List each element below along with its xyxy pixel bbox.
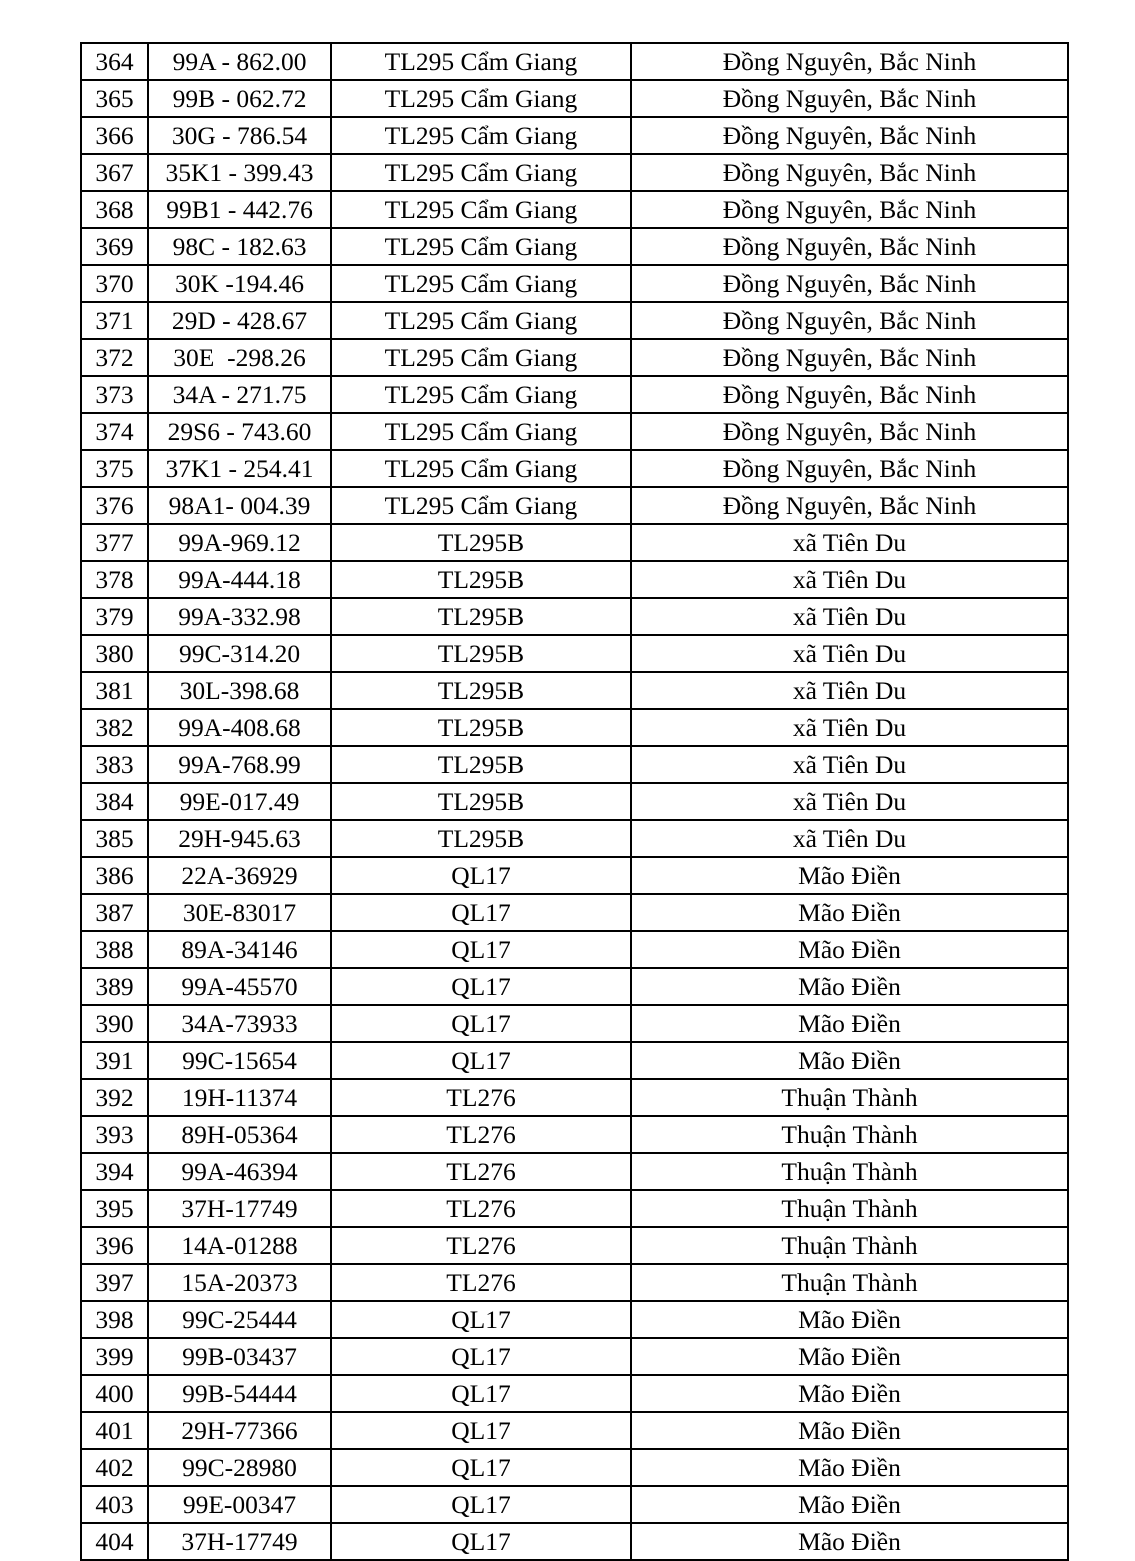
cell-location: Mão Điền	[631, 1412, 1068, 1449]
cell-index: 372	[81, 339, 148, 376]
cell-license-plate: 34A-73933	[148, 1005, 331, 1042]
table-row	[81, 376, 1068, 413]
cell-location: Thuận Thành	[631, 1264, 1068, 1301]
cell-license-plate: 19H-11374	[148, 1079, 331, 1116]
cell-license-plate: 99A-969.12	[148, 524, 331, 561]
cell-index: 388	[81, 931, 148, 968]
cell-index: 368	[81, 191, 148, 228]
cell-location: Đồng Nguyên, Bắc Ninh	[631, 450, 1068, 487]
table-row	[81, 1153, 1068, 1190]
table-row	[81, 524, 1068, 561]
cell-location: Đồng Nguyên, Bắc Ninh	[631, 117, 1068, 154]
cell-road: TL295 Cẩm Giang	[331, 43, 631, 80]
cell-license-plate: 99B-54444	[148, 1375, 331, 1412]
cell-license-plate: 34A - 271.75	[148, 376, 331, 413]
cell-index: 394	[81, 1153, 148, 1190]
cell-index: 393	[81, 1116, 148, 1153]
table-row	[81, 1523, 1068, 1560]
cell-road: QL17	[331, 1042, 631, 1079]
cell-road: QL17	[331, 931, 631, 968]
cell-road: TL295 Cẩm Giang	[331, 302, 631, 339]
table-row	[81, 1227, 1068, 1264]
cell-index: 383	[81, 746, 148, 783]
cell-index: 379	[81, 598, 148, 635]
cell-license-plate: 99A-332.98	[148, 598, 331, 635]
table-row	[81, 1005, 1068, 1042]
cell-index: 391	[81, 1042, 148, 1079]
cell-license-plate: 99E-00347	[148, 1486, 331, 1523]
cell-road: TL295B	[331, 524, 631, 561]
cell-location: Đồng Nguyên, Bắc Ninh	[631, 265, 1068, 302]
table-row	[81, 1042, 1068, 1079]
cell-road: QL17	[331, 894, 631, 931]
table-row	[81, 561, 1068, 598]
cell-license-plate: 37H-17749	[148, 1190, 331, 1227]
table-row	[81, 783, 1068, 820]
cell-road: TL276	[331, 1079, 631, 1116]
cell-road: TL295 Cẩm Giang	[331, 265, 631, 302]
cell-license-plate: 30G - 786.54	[148, 117, 331, 154]
table-row	[81, 191, 1068, 228]
cell-road: TL295 Cẩm Giang	[331, 117, 631, 154]
cell-index: 364	[81, 43, 148, 80]
cell-license-plate: 99C-25444	[148, 1301, 331, 1338]
table-row	[81, 1116, 1068, 1153]
cell-road: TL295B	[331, 783, 631, 820]
cell-road: QL17	[331, 1523, 631, 1560]
cell-license-plate: 37H-17749	[148, 1523, 331, 1560]
cell-location: Đồng Nguyên, Bắc Ninh	[631, 339, 1068, 376]
cell-index: 384	[81, 783, 148, 820]
table-row	[81, 857, 1068, 894]
cell-location: xã Tiên Du	[631, 820, 1068, 857]
cell-road: TL276	[331, 1153, 631, 1190]
cell-index: 376	[81, 487, 148, 524]
table-row	[81, 1338, 1068, 1375]
cell-road: TL295 Cẩm Giang	[331, 487, 631, 524]
cell-location: Đồng Nguyên, Bắc Ninh	[631, 413, 1068, 450]
cell-road: TL295B	[331, 635, 631, 672]
cell-index: 387	[81, 894, 148, 931]
cell-location: Thuận Thành	[631, 1153, 1068, 1190]
table-row	[81, 1079, 1068, 1116]
cell-index: 400	[81, 1375, 148, 1412]
cell-index: 395	[81, 1190, 148, 1227]
cell-location: Mão Điền	[631, 1375, 1068, 1412]
cell-road: TL295B	[331, 709, 631, 746]
table-row	[81, 1449, 1068, 1486]
cell-license-plate: 99C-15654	[148, 1042, 331, 1079]
cell-road: QL17	[331, 857, 631, 894]
cell-road: QL17	[331, 1449, 631, 1486]
cell-road: TL295 Cẩm Giang	[331, 376, 631, 413]
cell-road: QL17	[331, 1301, 631, 1338]
cell-license-plate: 99C-28980	[148, 1449, 331, 1486]
table-row	[81, 1412, 1068, 1449]
cell-location: Đồng Nguyên, Bắc Ninh	[631, 43, 1068, 80]
cell-location: Thuận Thành	[631, 1190, 1068, 1227]
cell-road: TL295B	[331, 598, 631, 635]
cell-location: Mão Điền	[631, 1301, 1068, 1338]
cell-license-plate: 29S6 - 743.60	[148, 413, 331, 450]
cell-license-plate: 29D - 428.67	[148, 302, 331, 339]
cell-location: Mão Điền	[631, 1486, 1068, 1523]
cell-road: TL295 Cẩm Giang	[331, 413, 631, 450]
cell-index: 403	[81, 1486, 148, 1523]
cell-location: Đồng Nguyên, Bắc Ninh	[631, 487, 1068, 524]
cell-road: TL295 Cẩm Giang	[331, 450, 631, 487]
cell-road: QL17	[331, 1412, 631, 1449]
cell-location: Đồng Nguyên, Bắc Ninh	[631, 302, 1068, 339]
table-row	[81, 1301, 1068, 1338]
cell-index: 365	[81, 80, 148, 117]
cell-location: Đồng Nguyên, Bắc Ninh	[631, 154, 1068, 191]
cell-road: TL295 Cẩm Giang	[331, 154, 631, 191]
cell-index: 389	[81, 968, 148, 1005]
cell-road: TL295B	[331, 561, 631, 598]
cell-location: Mão Điền	[631, 1042, 1068, 1079]
table-row	[81, 413, 1068, 450]
table-row	[81, 746, 1068, 783]
cell-license-plate: 35K1 - 399.43	[148, 154, 331, 191]
cell-index: 382	[81, 709, 148, 746]
cell-license-plate: 99A-768.99	[148, 746, 331, 783]
table-row	[81, 894, 1068, 931]
cell-index: 404	[81, 1523, 148, 1560]
cell-road: QL17	[331, 1486, 631, 1523]
cell-license-plate: 14A-01288	[148, 1227, 331, 1264]
cell-license-plate: 30E-83017	[148, 894, 331, 931]
cell-location: xã Tiên Du	[631, 709, 1068, 746]
table-row	[81, 265, 1068, 302]
plate-table-body	[81, 43, 1068, 1560]
cell-road: TL295 Cẩm Giang	[331, 228, 631, 265]
cell-location: Thuận Thành	[631, 1116, 1068, 1153]
cell-location: xã Tiên Du	[631, 672, 1068, 709]
cell-location: Đồng Nguyên, Bắc Ninh	[631, 228, 1068, 265]
cell-road: TL276	[331, 1227, 631, 1264]
cell-index: 374	[81, 413, 148, 450]
cell-index: 402	[81, 1449, 148, 1486]
table-row	[81, 709, 1068, 746]
plate-table	[80, 42, 1069, 1561]
table-row	[81, 635, 1068, 672]
cell-license-plate: 99B-03437	[148, 1338, 331, 1375]
cell-index: 380	[81, 635, 148, 672]
cell-index: 369	[81, 228, 148, 265]
cell-license-plate: 89A-34146	[148, 931, 331, 968]
cell-index: 396	[81, 1227, 148, 1264]
cell-license-plate: 37K1 - 254.41	[148, 450, 331, 487]
cell-location: Đồng Nguyên, Bắc Ninh	[631, 80, 1068, 117]
cell-location: xã Tiên Du	[631, 598, 1068, 635]
cell-license-plate: 99B1 - 442.76	[148, 191, 331, 228]
cell-location: xã Tiên Du	[631, 746, 1068, 783]
cell-road: TL295 Cẩm Giang	[331, 80, 631, 117]
cell-index: 378	[81, 561, 148, 598]
cell-index: 385	[81, 820, 148, 857]
cell-location: xã Tiên Du	[631, 524, 1068, 561]
table-row	[81, 968, 1068, 1005]
cell-index: 397	[81, 1264, 148, 1301]
table-row	[81, 1375, 1068, 1412]
table-row	[81, 228, 1068, 265]
table-row	[81, 80, 1068, 117]
cell-license-plate: 30E -298.26	[148, 339, 331, 376]
cell-location: Mão Điền	[631, 1449, 1068, 1486]
cell-location: Mão Điền	[631, 857, 1068, 894]
cell-license-plate: 99A-444.18	[148, 561, 331, 598]
cell-location: Mão Điền	[631, 931, 1068, 968]
table-row	[81, 931, 1068, 968]
table-row	[81, 302, 1068, 339]
cell-location: xã Tiên Du	[631, 561, 1068, 598]
cell-license-plate: 98A1- 004.39	[148, 487, 331, 524]
cell-index: 390	[81, 1005, 148, 1042]
cell-license-plate: 98C - 182.63	[148, 228, 331, 265]
cell-location: Mão Điền	[631, 1005, 1068, 1042]
cell-road: TL295 Cẩm Giang	[331, 191, 631, 228]
cell-license-plate: 89H-05364	[148, 1116, 331, 1153]
table-row	[81, 117, 1068, 154]
cell-location: Mão Điền	[631, 894, 1068, 931]
table-row	[81, 450, 1068, 487]
cell-location: Đồng Nguyên, Bắc Ninh	[631, 191, 1068, 228]
cell-road: QL17	[331, 1338, 631, 1375]
cell-license-plate: 30K -194.46	[148, 265, 331, 302]
cell-license-plate: 99E-017.49	[148, 783, 331, 820]
cell-license-plate: 99A-46394	[148, 1153, 331, 1190]
cell-index: 398	[81, 1301, 148, 1338]
table-row	[81, 339, 1068, 376]
table-row	[81, 820, 1068, 857]
plate-table-container	[80, 42, 1067, 1561]
table-row	[81, 154, 1068, 191]
cell-license-plate: 99A-45570	[148, 968, 331, 1005]
cell-index: 381	[81, 672, 148, 709]
cell-license-plate: 29H-945.63	[148, 820, 331, 857]
cell-index: 370	[81, 265, 148, 302]
cell-index: 371	[81, 302, 148, 339]
cell-road: QL17	[331, 968, 631, 1005]
table-row	[81, 43, 1068, 80]
cell-license-plate: 29H-77366	[148, 1412, 331, 1449]
cell-license-plate: 99C-314.20	[148, 635, 331, 672]
cell-license-plate: 99A - 862.00	[148, 43, 331, 80]
cell-road: TL295 Cẩm Giang	[331, 339, 631, 376]
cell-road: TL276	[331, 1116, 631, 1153]
cell-license-plate: 22A-36929	[148, 857, 331, 894]
cell-license-plate: 30L-398.68	[148, 672, 331, 709]
cell-location: xã Tiên Du	[631, 783, 1068, 820]
cell-index: 399	[81, 1338, 148, 1375]
cell-road: TL276	[331, 1264, 631, 1301]
cell-road: TL295B	[331, 746, 631, 783]
table-row	[81, 1190, 1068, 1227]
cell-location: Thuận Thành	[631, 1079, 1068, 1116]
cell-road: TL295B	[331, 820, 631, 857]
cell-index: 401	[81, 1412, 148, 1449]
cell-index: 375	[81, 450, 148, 487]
cell-index: 386	[81, 857, 148, 894]
cell-license-plate: 99B - 062.72	[148, 80, 331, 117]
cell-location: Mão Điền	[631, 968, 1068, 1005]
cell-index: 366	[81, 117, 148, 154]
cell-location: xã Tiên Du	[631, 635, 1068, 672]
cell-location: Thuận Thành	[631, 1227, 1068, 1264]
table-row	[81, 487, 1068, 524]
cell-location: Mão Điền	[631, 1338, 1068, 1375]
cell-road: QL17	[331, 1005, 631, 1042]
table-row	[81, 598, 1068, 635]
cell-road: TL276	[331, 1190, 631, 1227]
table-row	[81, 1264, 1068, 1301]
cell-index: 392	[81, 1079, 148, 1116]
cell-index: 377	[81, 524, 148, 561]
cell-index: 373	[81, 376, 148, 413]
cell-license-plate: 15A-20373	[148, 1264, 331, 1301]
cell-index: 367	[81, 154, 148, 191]
cell-road: TL295B	[331, 672, 631, 709]
cell-license-plate: 99A-408.68	[148, 709, 331, 746]
cell-location: Mão Điền	[631, 1523, 1068, 1560]
table-row	[81, 672, 1068, 709]
table-row	[81, 1486, 1068, 1523]
cell-location: Đồng Nguyên, Bắc Ninh	[631, 376, 1068, 413]
cell-road: QL17	[331, 1375, 631, 1412]
